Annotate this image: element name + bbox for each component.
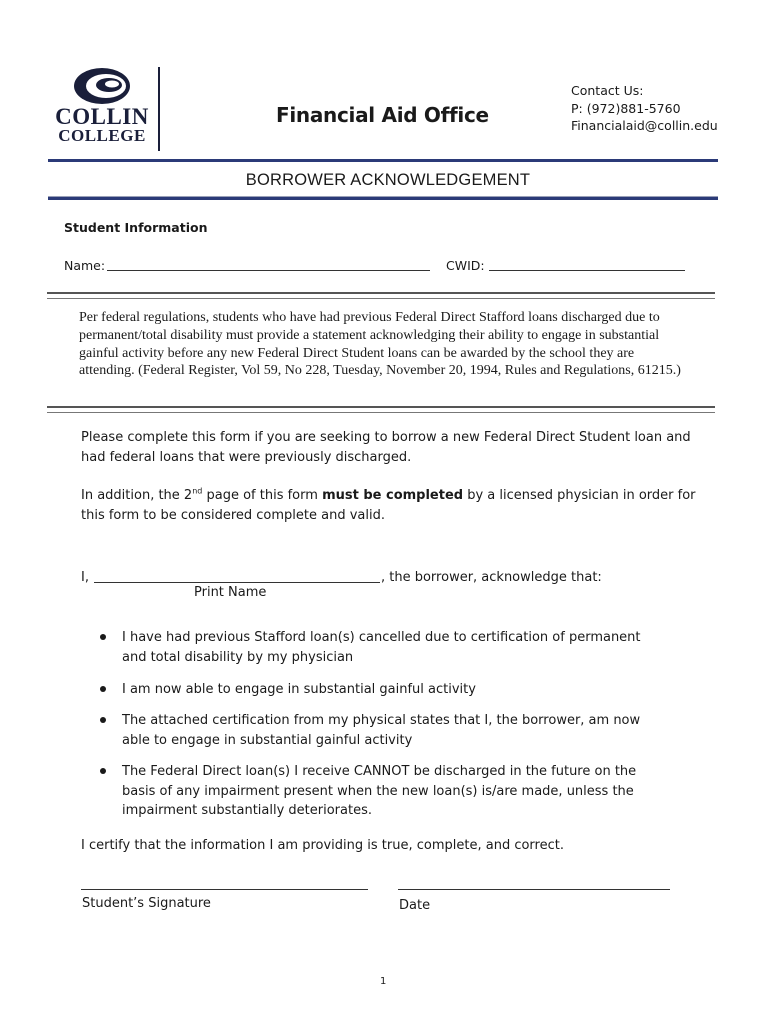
cwid-field[interactable] [489, 270, 685, 271]
ack-bullet-2: I am now able to engage in substantial gainful activity [122, 682, 476, 697]
collin-college-logo [52, 66, 152, 148]
contact-phone: P: (972)881-5760 [571, 100, 681, 116]
student-info-heading: Student Information [64, 220, 208, 235]
regulation-text: Per federal regulations, students who have had previous Federal Direct Stafford loans discharged due to permanent/total disability must provide a statement acknowledging their ability to engage in substantial gainful activity before any new Federal Direct Student loans can be awarded by the school they are attending. (Federal Register, Vol 59, No 228, Tuesday, November 20, 1994, Rules and Regulations, 61215.) [79, 310, 681, 379]
name-label: Name: [64, 258, 106, 273]
ack-prefix: I, [81, 570, 89, 585]
section-divider-bottom [47, 406, 715, 413]
header-divider [158, 67, 160, 151]
header-rule-top [48, 159, 718, 162]
para2-text-b: page of this form [202, 488, 323, 503]
para2-text-a: In addition, the 2 [81, 488, 193, 503]
para2-superscript: nd [192, 486, 203, 496]
instruction-paragraph-2 [81, 486, 701, 525]
section-divider-top [47, 292, 715, 299]
form-title: BORROWER ACKNOWLEDGEMENT [245, 171, 531, 189]
bullet-icon [100, 717, 106, 723]
para2-emphasis: must be completed [322, 488, 464, 503]
bullet-icon [100, 634, 106, 640]
page-number: 1 [380, 976, 387, 987]
contact-heading: Contact Us: [571, 83, 644, 98]
contact-email[interactable]: Financialaid@collin.edu [571, 118, 718, 133]
logo-text-line2: COLLEGE [58, 126, 146, 145]
date-label: Date [399, 898, 431, 913]
ack-suffix: , the borrower, acknowledge that: [381, 570, 602, 585]
bullet-icon [100, 768, 106, 774]
print-name-field[interactable] [94, 582, 380, 583]
header-rule-bottom [48, 197, 718, 200]
bullet-icon [100, 686, 106, 692]
instruction-paragraph-1: Please complete this form if you are seeking to borrow a new Federal Direct Student loan and had federal loans that were previously discharged. [81, 430, 691, 465]
signature-field[interactable] [81, 889, 368, 890]
contact-block [571, 82, 718, 135]
name-field[interactable] [107, 270, 430, 271]
certify-statement: I certify that the information I am providing is true, complete, and correct. [81, 838, 564, 853]
signature-label: Student’s Signature [82, 896, 211, 911]
cwid-label: CWID: [446, 258, 485, 273]
print-name-label: Print Name [194, 585, 267, 600]
logo-text-line1: COLLIN [55, 104, 149, 129]
ack-bullet-3: The attached certification from my physical states that I, the borrower, am now able to engage in substantial gainful activity [122, 713, 641, 748]
ack-bullet-4: The Federal Direct loan(s) I receive CANNOT be discharged in the future on the basis of any impairment present when the new loan(s) is/are made, unless the impairment substantially deteriorates. [122, 764, 637, 818]
para2-text-c: by a licensed physician in order for this form to be considered complete and valid. [81, 488, 696, 523]
ack-bullet-1: I have had previous Stafford loan(s) cancelled due to certification of permanent and total disability by my physician [122, 630, 641, 665]
date-field[interactable] [398, 889, 670, 890]
office-title: Financial Aid Office [276, 103, 489, 127]
